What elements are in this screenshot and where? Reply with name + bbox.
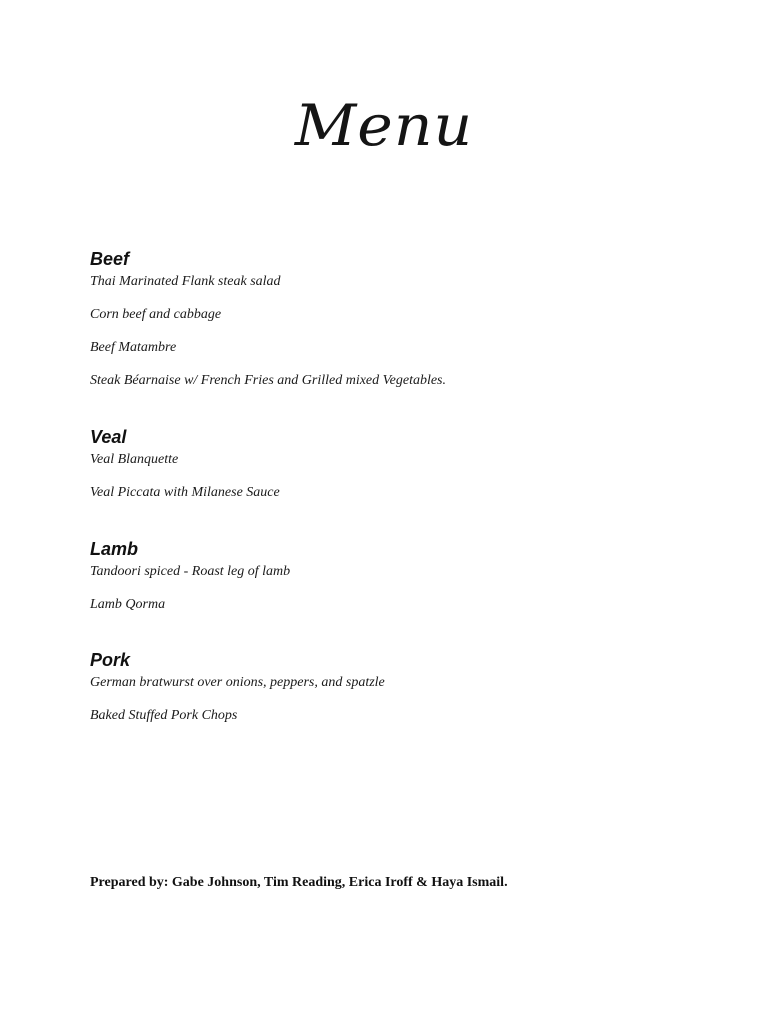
dish-item: Corn beef and cabbage: [90, 307, 222, 322]
menu-title: Menu: [294, 92, 474, 160]
dish-item: Veal Piccata with Milanese Sauce: [90, 485, 280, 500]
dish-item: Beef Matambre: [90, 340, 177, 355]
dish-item: German bratwurst over onions, peppers, and spatzle: [90, 675, 385, 690]
dish-item: Tandoori spiced - Roast leg of lamb: [90, 564, 291, 579]
dish-list: [90, 563, 690, 614]
section-veal: [90, 426, 690, 517]
section-lamb: [90, 538, 690, 629]
prepared-by-footer: Prepared by: Gabe Johnson, Tim Reading, Erica Iroff & Haya Ismail.: [90, 875, 508, 890]
dish-list: [90, 674, 690, 725]
dish-list: [90, 451, 690, 502]
dish-list: [90, 273, 690, 390]
section-heading: Beef: [90, 249, 130, 269]
dish-item: Thai Marinated Flank steak salad: [90, 274, 281, 289]
dish-item: Baked Stuffed Pork Chops: [90, 708, 238, 723]
section-heading: Veal: [90, 427, 127, 447]
dish-item: Lamb Qorma: [90, 597, 166, 612]
section-beef: [90, 248, 690, 405]
section-pork: [90, 649, 690, 740]
section-heading: Pork: [90, 650, 131, 670]
dish-item: Steak Béarnaise w/ French Fries and Grilled mixed Vegetables.: [90, 373, 447, 388]
section-heading: Lamb: [90, 539, 139, 559]
dish-item: Veal Blanquette: [90, 452, 179, 467]
